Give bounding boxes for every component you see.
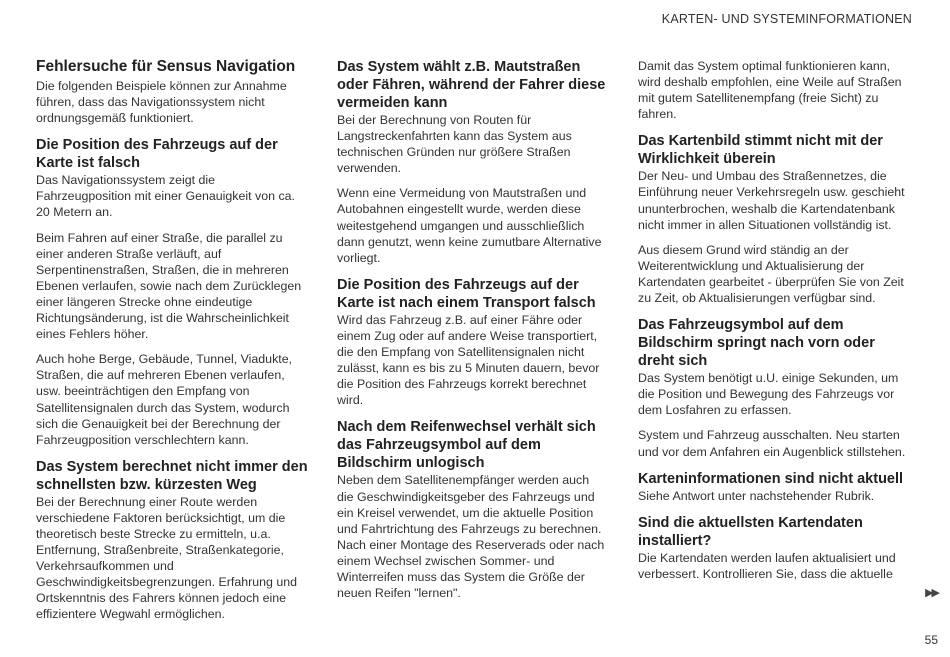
column-1 bbox=[36, 58, 308, 633]
section-heading: Das Fahrzeugsymbol auf dem Bildschirm springt nach vorn oder dreht sich bbox=[638, 317, 875, 370]
paragraph: Wenn eine Vermeidung von Mautstraßen und Autobahnen eingestellt wurde, werden diese weitestgehend umgangen und ausschließlich dann genutzt, wenn keine zumutbare Alternative vorliegt. bbox=[337, 186, 602, 265]
paragraph: Die Kartendaten werden laufen aktualisiert und verbessert. Kontrollieren Sie, dass die aktuelle bbox=[638, 550, 896, 581]
section-map-reality bbox=[638, 132, 910, 306]
section-heading: Das System berechnet nicht immer den schnellsten bzw. kürzesten Weg bbox=[36, 458, 308, 493]
paragraph: Wird das Fahrzeug z.B. auf einer Fähre oder einem Zug oder auf andere Weise transportiert, die den Empfang von Satellitensignalen nicht zulässt, kann es bis zu 5 Minuten dauern, bevor die Position des Fahrzeugs korrekt berechnet wird. bbox=[337, 312, 600, 408]
column-3 bbox=[638, 58, 910, 592]
page-number: 55 bbox=[924, 633, 938, 647]
paragraph: Auch hohe Berge, Gebäude, Tunnel, Viadukte, Straßen, die auf mehreren Ebenen verlaufen, usw. beeinträchtigen den Empfang von Satellitensignalen durch das System, wodurch sich die Genauigkeit bei der Berechnung der Fahrzeugposition verschlechtern kann. bbox=[36, 352, 293, 447]
section-position-after-transport bbox=[337, 276, 609, 409]
paragraph: Das System benötigt u.U. einige Sekunden, um die Position und Bewegung des Fahrzeugs vor dem Losfahren zu erfassen. bbox=[638, 371, 899, 418]
paragraph: Aus diesem Grund wird ständig an der Weiterentwicklung und Aktualisierung der Kartendaten gearbeitet - überprüfen Sie von Zeit zu Zeit, ob Aktualisierungen verfügbar sind. bbox=[638, 242, 904, 306]
section-heading: Die Position des Fahrzeugs auf der Karte ist falsch bbox=[36, 137, 278, 172]
section-tyre-change bbox=[337, 418, 609, 601]
page-title: Fehlersuche für Sensus Navigation bbox=[36, 58, 296, 75]
paragraph: Das Navigationssystem zeigt die Fahrzeugposition mit einer Genauigkeit von ca. 20 Metern an. bbox=[36, 173, 295, 220]
column-2 bbox=[337, 58, 609, 611]
section-continuation bbox=[638, 58, 910, 122]
paragraph: Neben dem Satellitenempfänger werden auch die Geschwindigkeitsgeber des Fahrzeugs und ein Kreisel verwendet, um die aktuelle Position und Fahrtrichtung des Fahrzeugs zu berechnen. Nach einer Montage des Reserverads oder nach einem Wechsel zwischen Sommer- und Winterreifen muss das System die Größe der neuen Reifen "lernen". bbox=[337, 473, 605, 601]
section-latest-map-data bbox=[638, 514, 910, 582]
paragraph: Beim Fahren auf einer Straße, die parallel zu einer anderen Straße verläuft, auf Serpentinenstraßen, Straßen, die in mehreren Ebenen verlaufen, sowie nach dem Zurücklegen einer längeren Strecke ohne eindeutige Richtungsänderung, ist die Wahrscheinlichkeit eines Fehlers höher. bbox=[36, 230, 302, 342]
section-heading: Sind die aktuellsten Kartendaten installiert? bbox=[638, 514, 863, 549]
paragraph: Der Neu- und Umbau des Straßennetzes, die Einführung neuer Verkehrsregeln usw. geschieht ununterbrochen, weshalb die Kartendatenbank nicht immer in allen Situationen vollständig ist. bbox=[638, 169, 905, 232]
section-position-wrong bbox=[36, 136, 308, 448]
section-heading: Die Position des Fahrzeugs auf der Karte ist nach einem Transport falsch bbox=[337, 276, 596, 311]
paragraph: Bei der Berechnung einer Route werden verschiedene Faktoren berücksichtigt, um die theoretisch beste Strecke zu ermitteln, u.a. Entfernung, Straßenbreite, Straßenkategorie, Verkehrsaufkommen und Geschwindigkeitsbegrenzungen. Erfahrung und Ortskenntnis des Fahrers können jedoch eine effizientere Wegwahl ermöglichen. bbox=[36, 494, 298, 622]
section-heading: Das System wählt z.B. Mautstraßen oder Fähren, während der Fahrer diese vermeiden kann bbox=[337, 59, 606, 111]
section-toll-roads bbox=[337, 58, 609, 266]
paragraph: Damit das System optimal funktionieren kann, wird deshalb empfohlen, eine Weile auf Straßen mit gutem Satellitenempfang (freie Sicht) zu fahren. bbox=[638, 59, 902, 122]
paragraph: System und Fahrzeug ausschalten. Neu starten und vor dem Anfahren ein Augenblick stillstehen. bbox=[638, 428, 906, 459]
section-heading: Das Kartenbild stimmt nicht mit der Wirklichkeit überein bbox=[638, 133, 883, 168]
paragraph: Bei der Berechnung von Routen für Langstreckenfahrten kann das System aus technischen Gründen nur größere Straßen verwenden. bbox=[337, 113, 572, 176]
running-head: KARTEN- UND SYSTEMINFORMATIONEN bbox=[661, 12, 912, 26]
section-vehicle-symbol-jumps bbox=[638, 316, 910, 459]
intro-paragraph: Die folgenden Beispiele können zur Annahme führen, dass das Navigationssystem nicht ordnungsgemäß funktioniert. bbox=[36, 79, 287, 126]
intro-section bbox=[36, 78, 308, 126]
section-heading: Karteninformationen sind nicht aktuell bbox=[638, 470, 904, 487]
section-fastest-route bbox=[36, 458, 308, 623]
section-heading: Nach dem Reifenwechsel verhält sich das Fahrzeugsymbol auf dem Bildschirm unlogisch bbox=[337, 419, 596, 472]
paragraph: Siehe Antwort unter nachstehender Rubrik. bbox=[638, 488, 875, 503]
continue-arrow-icon: ▶▶ bbox=[925, 587, 938, 599]
section-map-info-outdated bbox=[638, 470, 910, 504]
